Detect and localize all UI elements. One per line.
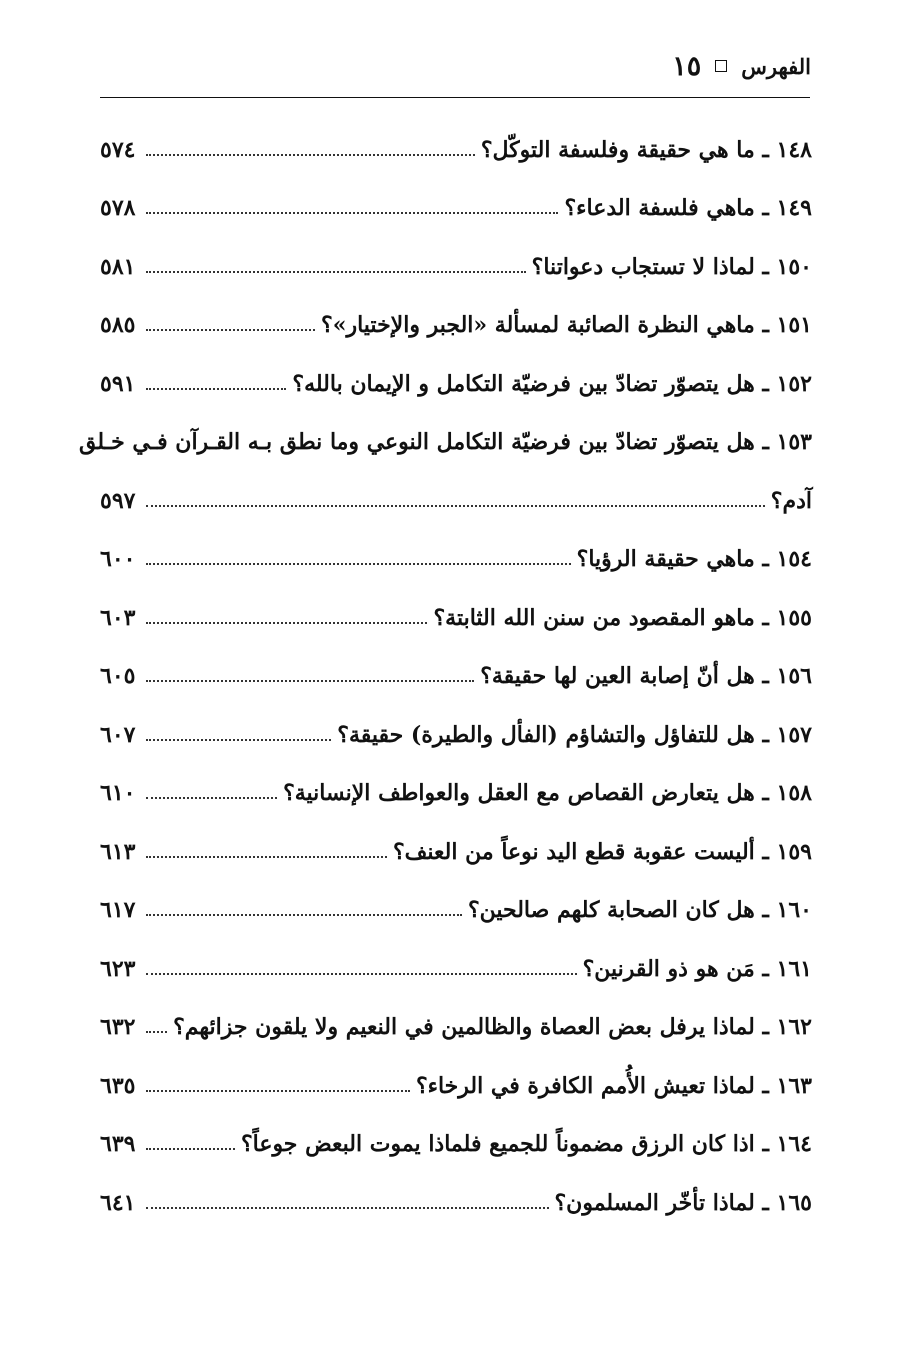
dot-leader — [146, 1207, 549, 1209]
dot-leader — [146, 797, 277, 799]
toc-entry[interactable] — [100, 1173, 812, 1232]
toc-entry-title: ١٦٥ ـ لماذا تأخّر المسلمون؟ — [554, 1189, 812, 1216]
dot-leader — [146, 973, 577, 975]
toc-entry[interactable] — [100, 705, 812, 764]
toc-entry-page: ٥٩١ — [100, 370, 136, 397]
toc-entry-title: ١٦٠ ـ هل كان الصحابة كلهم صالحين؟ — [467, 897, 812, 923]
toc-entry-page: ٥٧٨ — [100, 195, 136, 221]
dot-leader — [146, 388, 286, 390]
toc-entry-page: ٦٢٣ — [100, 955, 136, 982]
toc-entry-page: ٦٤١ — [100, 1189, 136, 1216]
toc-entry-page: ٥٨١ — [100, 253, 136, 280]
dot-leader — [146, 563, 571, 565]
toc-entry-page: ٥٩٧ — [100, 487, 136, 514]
toc-entry[interactable] — [100, 647, 812, 706]
toc-entry[interactable] — [100, 120, 812, 179]
toc-entry-title: ١٥٥ ـ ماهو المقصود من سنن الله الثابتة؟ — [433, 604, 812, 631]
toc-entry-title: ١٥٧ ـ هل للتفاؤل والتشاؤم (الفأل والطيرة) حقيقة؟ — [337, 721, 812, 748]
toc-entry-page: ٦١٣ — [100, 838, 136, 865]
toc-entry-title: ١٥٢ ـ هل يتصوّر تضادّ بين فرضيّة التكامل و الإيمان بالله؟ — [292, 370, 812, 397]
page-number: ١٥ — [672, 50, 702, 82]
toc-entry-page: ٥٨٥ — [100, 312, 136, 338]
toc-entry[interactable] — [100, 530, 812, 589]
toc-entry[interactable] — [100, 237, 812, 296]
dot-leader — [146, 212, 558, 214]
dot-leader — [146, 154, 475, 156]
dot-leader — [146, 1148, 235, 1150]
toc-entry-title: ١٥٨ ـ هل يتعارض القصاص مع العقل والعواطف الإنسانية؟ — [283, 780, 812, 806]
toc-entry-title: ١٥٦ ـ هل أنّ إصابة العين لها حقيقة؟ — [480, 663, 812, 689]
dot-leader — [146, 914, 462, 916]
toc-entry-title: ١٦١ ـ مَن هو ذو القرنين؟ — [582, 955, 812, 982]
dot-leader — [146, 1031, 167, 1033]
toc-entry[interactable] — [100, 1056, 812, 1115]
square-separator-icon — [715, 60, 727, 72]
toc-entry[interactable] — [100, 764, 812, 823]
dot-leader — [146, 680, 474, 682]
running-title: الفهرس — [741, 53, 811, 79]
toc-entry-page: ٦١٠ — [100, 780, 136, 806]
toc-entry[interactable] — [100, 939, 812, 998]
toc-entry-title: ١٤٩ ـ ماهي فلسفة الدعاء؟ — [564, 195, 812, 221]
toc-entry-page: ٦١٧ — [100, 897, 136, 923]
table-of-contents — [79, 120, 812, 1232]
toc-entry-title: ١٦٤ ـ اذا كان الرزق مضموناً للجميع فلماذا يموت البعض جوعاً؟ — [240, 1131, 812, 1157]
toc-entry-title: ١٥٠ ـ لماذا لا تستجاب دعواتنا؟ — [531, 253, 812, 280]
toc-entry-title: ١٥٩ ـ أليست عقوبة قطع اليد نوعاً من العنف؟ — [392, 838, 812, 865]
toc-entry-title: ١٥١ ـ ماهي النظرة الصائبة لمسألة «الجبر والإختيار»؟ — [321, 312, 812, 338]
toc-entry[interactable] — [100, 998, 812, 1057]
toc-entry[interactable] — [100, 179, 812, 238]
toc-entry[interactable] — [100, 1115, 812, 1174]
toc-entry-page: ٦٣٩ — [100, 1131, 136, 1157]
dot-leader — [146, 622, 427, 624]
toc-entry-page: ٦٣٢ — [100, 1014, 136, 1040]
dot-leader — [146, 739, 331, 741]
toc-entry[interactable] — [100, 881, 812, 940]
toc-entry-title: ١٦٢ ـ لماذا يرفل بعض العصاة والظالمين في النعيم ولا يلقون جزائهم؟ — [173, 1014, 812, 1040]
toc-entry[interactable] — [100, 354, 812, 413]
toc-entry-page: ٥٧٤ — [100, 136, 136, 163]
dot-leader — [146, 329, 315, 331]
header-rule — [100, 97, 810, 98]
toc-entry-page: ٦٠٣ — [100, 604, 136, 631]
page-header — [672, 46, 811, 86]
toc-entry-title: ١٥٣ ـ هل يتصوّر تضادّ بين فرضيّة التكامل النوعي وما نطق بـه القـرآن فـي خـلق — [79, 429, 812, 455]
dot-leader — [146, 856, 387, 858]
toc-entry-continuation[interactable] — [100, 471, 812, 530]
toc-entry[interactable] — [100, 588, 812, 647]
toc-entry-page: ٦٠٠ — [100, 546, 136, 572]
dot-leader — [146, 505, 765, 507]
toc-entry-page: ٦٣٥ — [100, 1072, 136, 1099]
toc-entry-title: ١٥٤ ـ ماهي حقيقة الرؤيا؟ — [576, 546, 812, 572]
toc-entry[interactable] — [100, 296, 812, 355]
toc-entry-title: ١٦٣ ـ لماذا تعيش الأُمم الكافرة في الرخاء؟ — [415, 1072, 812, 1099]
dot-leader — [146, 1090, 410, 1092]
toc-entry[interactable] — [100, 822, 812, 881]
toc-entry-title: ١٤٨ ـ ما هي حقيقة وفلسفة التوكّل؟ — [480, 136, 812, 163]
toc-entry-wrapped-line[interactable] — [79, 413, 812, 472]
toc-entry-page: ٦٠٧ — [100, 721, 136, 748]
toc-entry-title: آدم؟ — [770, 487, 812, 514]
toc-entry-page: ٦٠٥ — [100, 663, 136, 689]
dot-leader — [146, 271, 526, 273]
